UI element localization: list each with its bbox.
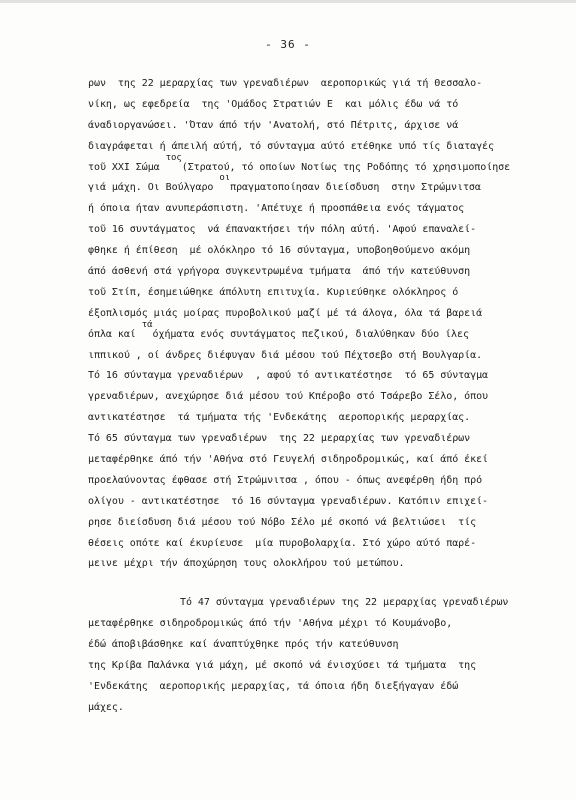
text-line: ρησε διείσδυση διά μέσου τού Νόβο Σέλο μέ σκοπό νά βελτιώσει τίς bbox=[88, 516, 477, 528]
text-span: γιά μάχη. Οι Βούλγαρο bbox=[88, 182, 220, 194]
text-line: ή όποια ήταν ανυπεράσπιστη. 'Απέτυχε ή προσπάθεια ενός τάγματος bbox=[88, 203, 465, 215]
text-line: θέσεις οπότε καί έκυρίευσε μία πυροβολαρχία. Στό χώρο αύτό παρέ- bbox=[88, 537, 477, 549]
text-line: μεταφέρθηκε σιδηροδρομικώς άπό τήν 'Αθήνα μέχρι τό Κουμάνοβο, bbox=[88, 618, 453, 630]
handwritten-insertion: τος bbox=[165, 152, 182, 163]
text-line: αντικατέστησε τά τμήματα τής 'Ενδεκάτης αεροπορικής μεραρχίας. bbox=[88, 412, 471, 424]
text-line: άναδιοργανώσει. 'Όταν άπό τήν 'Ανατολή, στό Πέτριτς, άρχισε νά bbox=[88, 119, 459, 131]
text-line bbox=[88, 319, 558, 346]
text-line: 'Ενδεκάτης αεροπορικής μεραρχίας, τά όποια ήδη διεξήγαγαν έδώ bbox=[88, 680, 459, 692]
text-line: ολίγου - αντικατέστησε τό 16 σύνταγμα γρεναδιέρων. Κατόπιν επιχεί- bbox=[88, 495, 489, 507]
text-line: έξοπλισμός μιάς μοίρας πυροβολικού μαζί μέ τά άλογα, όλα τά βαρειά bbox=[88, 307, 483, 319]
page-number: - 36 - bbox=[265, 38, 311, 51]
text-line: άπό άσθενή στά γρήγορα συγκεντρωμένα τμήματα άπό τήν κατεύθυνση bbox=[88, 266, 471, 278]
text-line: Τό 65 σύνταγμα των γρεναδιέρων της 22 μεραρχίας των γρεναδιέρων bbox=[88, 433, 471, 445]
text-line bbox=[88, 173, 558, 199]
paragraph-gap bbox=[88, 575, 558, 593]
text-span: τοῦ ΧΧΙ Σώμα bbox=[88, 161, 166, 173]
handwritten-insertion: τά bbox=[141, 319, 153, 330]
handwritten-insertion: οι bbox=[219, 173, 231, 184]
text-line: διαγράφεται ή άπειλή αύτή, τό σύνταγμα αύτό ετέθηκε υπό τίς διαταγές bbox=[88, 140, 494, 152]
text-span: πραγματοποίησαν διείσδυση στην Στρώμνιτσα bbox=[230, 182, 481, 194]
text-line: έδώ άποβιβάσθηκε καί άναπτύχθηκε πρός τήν κατεύθυνση bbox=[88, 639, 399, 651]
text-span: όχήματα ενός συντάγματος πεζικού, διαλύθηκαν δύο ίλες bbox=[152, 328, 469, 340]
text-line: Τό 47 σύνταγμα γρεναδιέρων της 22 μεραρχίας γρεναδιέρων bbox=[180, 597, 509, 609]
text-line: Τό 16 σύνταγμα γρεναδιέρων , αφού τό αντικατέστησε τό 65 σύνταγμα bbox=[88, 370, 489, 382]
text-span: όπλα καί bbox=[88, 328, 142, 340]
text-line: τοῦ 16 συντάγματος νά έπανακτήσει τήν πόλη αύτή. 'Αφού επαναλεί- bbox=[88, 224, 477, 236]
text-line: νίκη, ως εφεδρεία της 'Ομάδος Στρατιών Ε και μόλις έδω νά τό bbox=[88, 98, 459, 110]
body-text bbox=[88, 74, 558, 719]
text-line: ρων της 22 μεραρχίας των γρεναδιέρων αεροπορικώς γιά τή Θεσσαλο- bbox=[88, 78, 483, 89]
text-span: (Στρατού, τό οποίων Νοτίως της Ροδόπης τό χρησιμοποίησε bbox=[181, 161, 511, 173]
text-line: ιππικού , οί άνδρες διέφυγαν διά μέσου τού Πέχτσεβο στή Βουλγαρία. bbox=[88, 349, 483, 361]
text-line: μεινε μέχρι τήν άποχώρηση τους ολοκλήρου τού μετώπου. bbox=[88, 558, 405, 570]
text-line: μεταφέρθηκε άπό τήν 'Αθήνα στό Γευγελή σιδηροδρομικώς, καί άπό έκεί bbox=[88, 454, 489, 466]
text-line: προελαύνοντας έφθασε στή Στρώμνιτσα , όπου - όπως ανεφέρθη ήδη πρό bbox=[88, 474, 483, 486]
text-line: μάχες. bbox=[88, 701, 124, 713]
text-line: φθηκε ή έπίθεση μέ ολόκληρο τό 16 σύνταγμα, υποβοηθούμενο ακόμη bbox=[88, 245, 471, 257]
scan-edge bbox=[0, 0, 576, 3]
text-line: της Κρίβα Παλάνκα γιά μάχη, μέ σκοπό νά ένισχύσει τά τμήματα της bbox=[88, 660, 477, 672]
text-line: τοῦ Στίπ, έσημειώθηκε άπόλυτη επιτυχία. Κυριεύθηκε ολόκληρος ό bbox=[88, 286, 459, 298]
text-line bbox=[88, 152, 558, 179]
text-line: γρεναδιέρων, ανεχώρησε διά μέσου τού Κπέροβο στό Τσάρεβο Σέλο, όπου bbox=[88, 391, 489, 403]
